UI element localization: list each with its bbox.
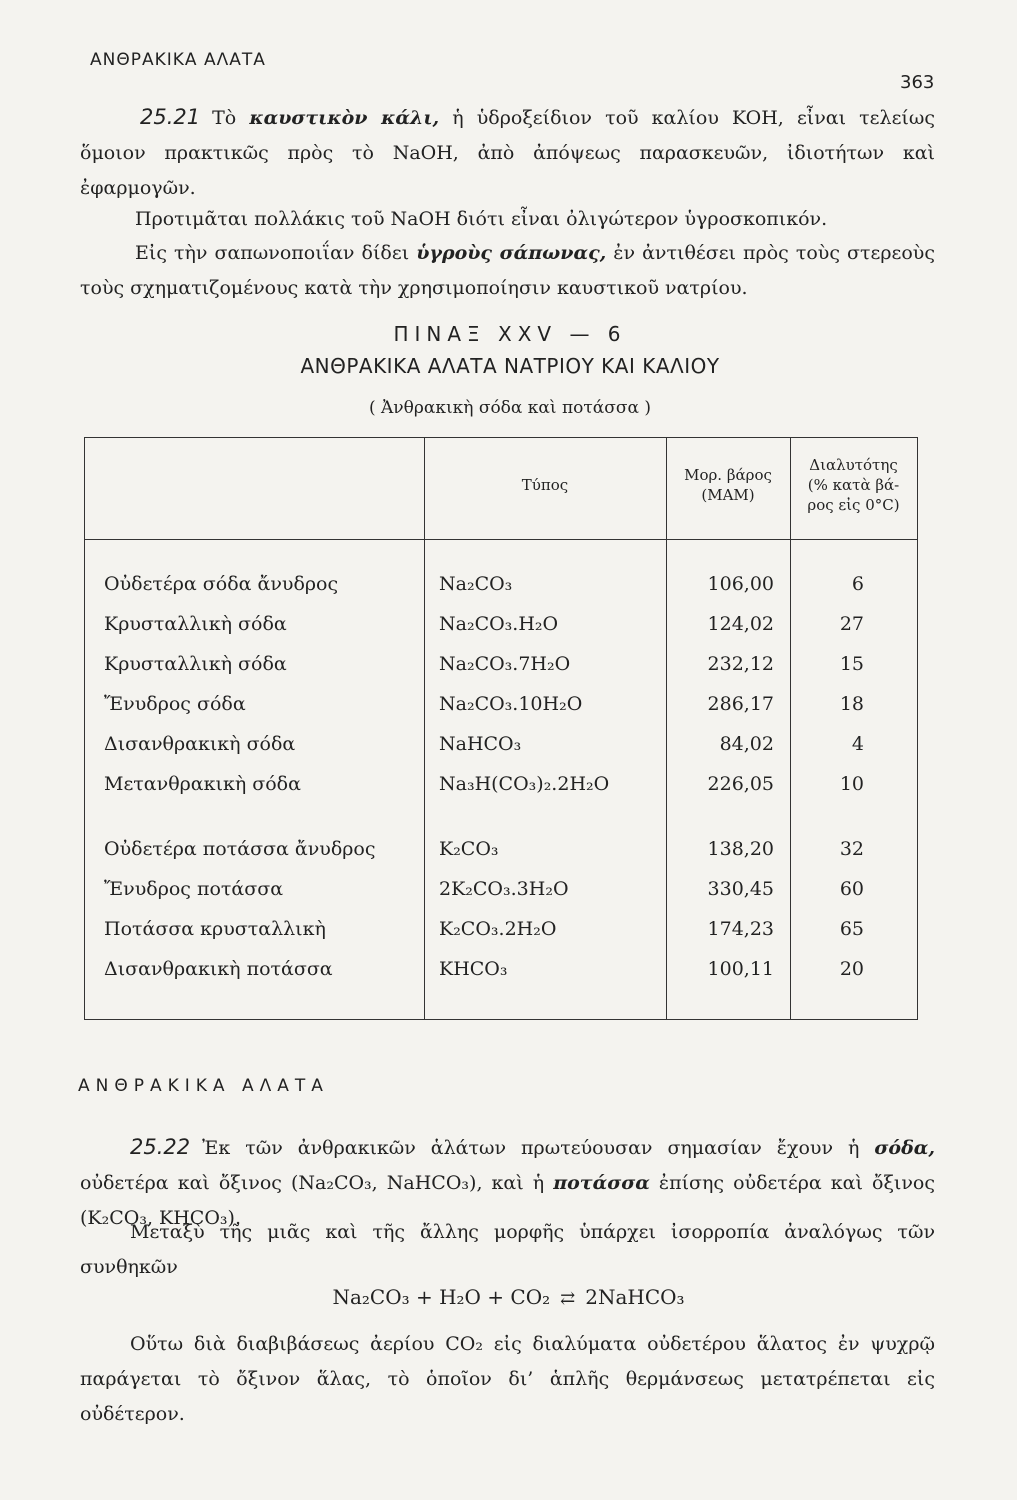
paragraph-preference: Προτιμᾶται πολλάκις τοῦ NaOH διότι εἶναι ὀλιγώτερον ὑγροσκοπικόν.	[135, 208, 828, 230]
salt-name: Δισανθρακικὴ ποτάσσα	[104, 958, 333, 980]
table-row	[84, 567, 918, 601]
solubility: 4	[851, 733, 864, 755]
table-row	[84, 912, 918, 946]
solubility: 15	[839, 653, 864, 675]
solubility: 6	[851, 573, 864, 595]
solubility: 32	[839, 838, 864, 860]
text: Εἰς τὴν σαπωνοποιΐαν δίδει	[135, 242, 417, 264]
salt-formula: K₂CO₃.2H₂O	[439, 918, 557, 940]
carbonates-table	[84, 437, 918, 1027]
term-potash: ποτάσσα	[553, 1172, 650, 1194]
molar-mass: 174,23	[707, 918, 774, 940]
table-row	[84, 952, 918, 986]
molar-mass: 106,00	[707, 573, 774, 595]
molar-mass: 138,20	[707, 838, 774, 860]
header-solubility	[790, 455, 917, 515]
table-bottom-rule	[84, 1019, 918, 1020]
table-row	[84, 647, 918, 681]
term-caustic-potash: καυστικὸν κάλι,	[249, 107, 440, 129]
salt-formula: NaHCO₃	[439, 733, 522, 755]
section-number: 25.22	[130, 1135, 191, 1159]
table-label: ΠΙΝΑΞ XXV — 6	[393, 322, 627, 346]
salt-name: Οὐδετέρα ποτάσσα ἄνυδρος	[104, 838, 376, 860]
text: ἡ ὑδροξείδιον τοῦ καλίου KOH, εἶναι τελείως ὅμοιον πρακτικῶς πρὸς τὸ NaOH, ἀπὸ ἀπόψεως παρασκευῶν, ἰδιοτήτων καὶ ἐφαρμογῶν.	[80, 107, 935, 199]
text: ἐν ἀντιθέσει πρὸς τοὺς στερεοὺς τοὺς σχηματιζομένους κατὰ τὴν χρησιμοποίησιν καυστικοῦ νατρίου.	[80, 242, 935, 299]
table-header-rule	[84, 539, 918, 540]
term-soda: σόδα,	[874, 1137, 935, 1159]
salt-name: Κρυσταλλικὴ σόδα	[104, 653, 287, 675]
molar-mass: 286,17	[707, 693, 774, 715]
molar-mass: 226,05	[707, 773, 774, 795]
salt-formula: 2K₂CO₃.3H₂O	[439, 878, 569, 900]
salt-formula: KHCO₃	[439, 958, 508, 980]
section-title: ΑΝΘΡΑΚΙΚΑ ΑΛΑΤΑ	[78, 1076, 329, 1096]
equation-left: Na₂CO₃ + H₂O + CO₂	[332, 1285, 551, 1309]
salt-formula: Na₂CO₃	[439, 573, 513, 595]
molar-mass: 100,11	[707, 958, 774, 980]
salt-formula: Na₂CO₃.H₂O	[439, 613, 559, 635]
table-row	[84, 767, 918, 801]
chemical-equation	[0, 1285, 1017, 1309]
paragraph-final: Οὕτω διὰ διαβιβάσεως ἀερίου CO₂ εἰς διαλύματα οὐδετέρου ἅλατος ἐν ψυχρῷ παράγεται τὸ ὄξινον ἅλας, τὸ ὁποῖον δι’ ἁπλῆς θερμάνσεως μετατρέπεται εἰς οὐδέτερον.	[80, 1333, 935, 1425]
salt-formula: K₂CO₃	[439, 838, 499, 860]
salt-name: Δισανθρακικὴ σόδα	[104, 733, 296, 755]
running-head: ΑΝΘΡΑΚΙΚΑ ΑΛΑΤΑ	[90, 50, 266, 70]
header-text: (% κατὰ βά-	[807, 476, 900, 494]
section-number: 25.21	[140, 105, 201, 129]
table-title: ΑΝΘΡΑΚΙΚΑ ΑΛΑΤΑ ΝΑΤΡΙΟΥ ΚΑΙ ΚΑΛΙΟΥ	[300, 354, 720, 378]
salt-name: Ποτάσσα κρυσταλλικὴ	[104, 918, 326, 940]
solubility: 65	[839, 918, 864, 940]
header-text: ρος εἰς 0°C)	[807, 496, 900, 514]
salt-formula: Na₂CO₃.10H₂O	[439, 693, 583, 715]
solubility: 60	[839, 878, 864, 900]
molar-mass: 330,45	[707, 878, 774, 900]
solubility: 20	[839, 958, 864, 980]
table-row	[84, 832, 918, 866]
molar-mass: 84,02	[719, 733, 774, 755]
salt-name: Ἔνυδρος ποτάσσα	[104, 878, 284, 900]
header-formula: Τύπος	[521, 476, 569, 494]
equilibrium-arrow-icon: ⇄	[560, 1288, 576, 1309]
header-text: Διαλυτότης	[809, 456, 898, 474]
text: Ἐκ τῶν ἀνθρακικῶν ἁλάτων πρωτεύουσαν σημασίαν ἔχουν ἡ	[202, 1137, 875, 1159]
table-row	[84, 607, 918, 641]
text: ἐπίσης οὐδετέρα καὶ ὄξινος (K₂CO₃, KHCO₃).	[80, 1172, 935, 1229]
table-row	[84, 727, 918, 761]
page-number: 363	[900, 72, 935, 93]
paragraph-25-21	[80, 100, 935, 206]
table-row	[84, 687, 918, 721]
salt-formula: Na₃H(CO₃)₂.2H₂O	[439, 773, 610, 795]
salt-name: Μετανθρακικὴ σόδα	[104, 773, 301, 795]
solubility: 18	[839, 693, 864, 715]
equation-right: 2NaHCO₃	[585, 1285, 685, 1309]
text: Τὸ	[212, 107, 250, 129]
solubility: 10	[839, 773, 864, 795]
solubility: 27	[839, 613, 864, 635]
molar-mass: 232,12	[707, 653, 774, 675]
text: οὐδετέρα καὶ ὄξινος (Na₂CO₃, NaHCO₃), καὶ ἡ	[80, 1172, 554, 1194]
table-subtitle: ( Ἀνθρακικὴ σόδα καὶ ποτάσσα )	[368, 398, 651, 418]
header-text: (ΜΑΜ)	[701, 486, 755, 504]
paragraph-soap	[80, 236, 935, 306]
molar-mass: 124,02	[707, 613, 774, 635]
term-liquid-soaps: ὑγροὺς σάπωνας,	[416, 242, 607, 264]
salt-name: Ἔνυδρος σόδα	[104, 693, 246, 715]
salt-name: Κρυσταλλικὴ σόδα	[104, 613, 287, 635]
table-row	[84, 872, 918, 906]
header-molar-mass	[666, 465, 790, 505]
paragraph-equilibrium: Μεταξὺ τῆς μιᾶς καὶ τῆς ἄλλης μορφῆς ὑπάρχει ἰσορροπία ἀναλόγως τῶν συνθηκῶν	[80, 1221, 935, 1278]
table-top-rule	[84, 437, 918, 438]
header-text: Μορ. βάρος	[684, 466, 772, 484]
salt-name: Οὐδετέρα σόδα ἄνυδρος	[104, 573, 339, 595]
salt-formula: Na₂CO₃.7H₂O	[439, 653, 571, 675]
